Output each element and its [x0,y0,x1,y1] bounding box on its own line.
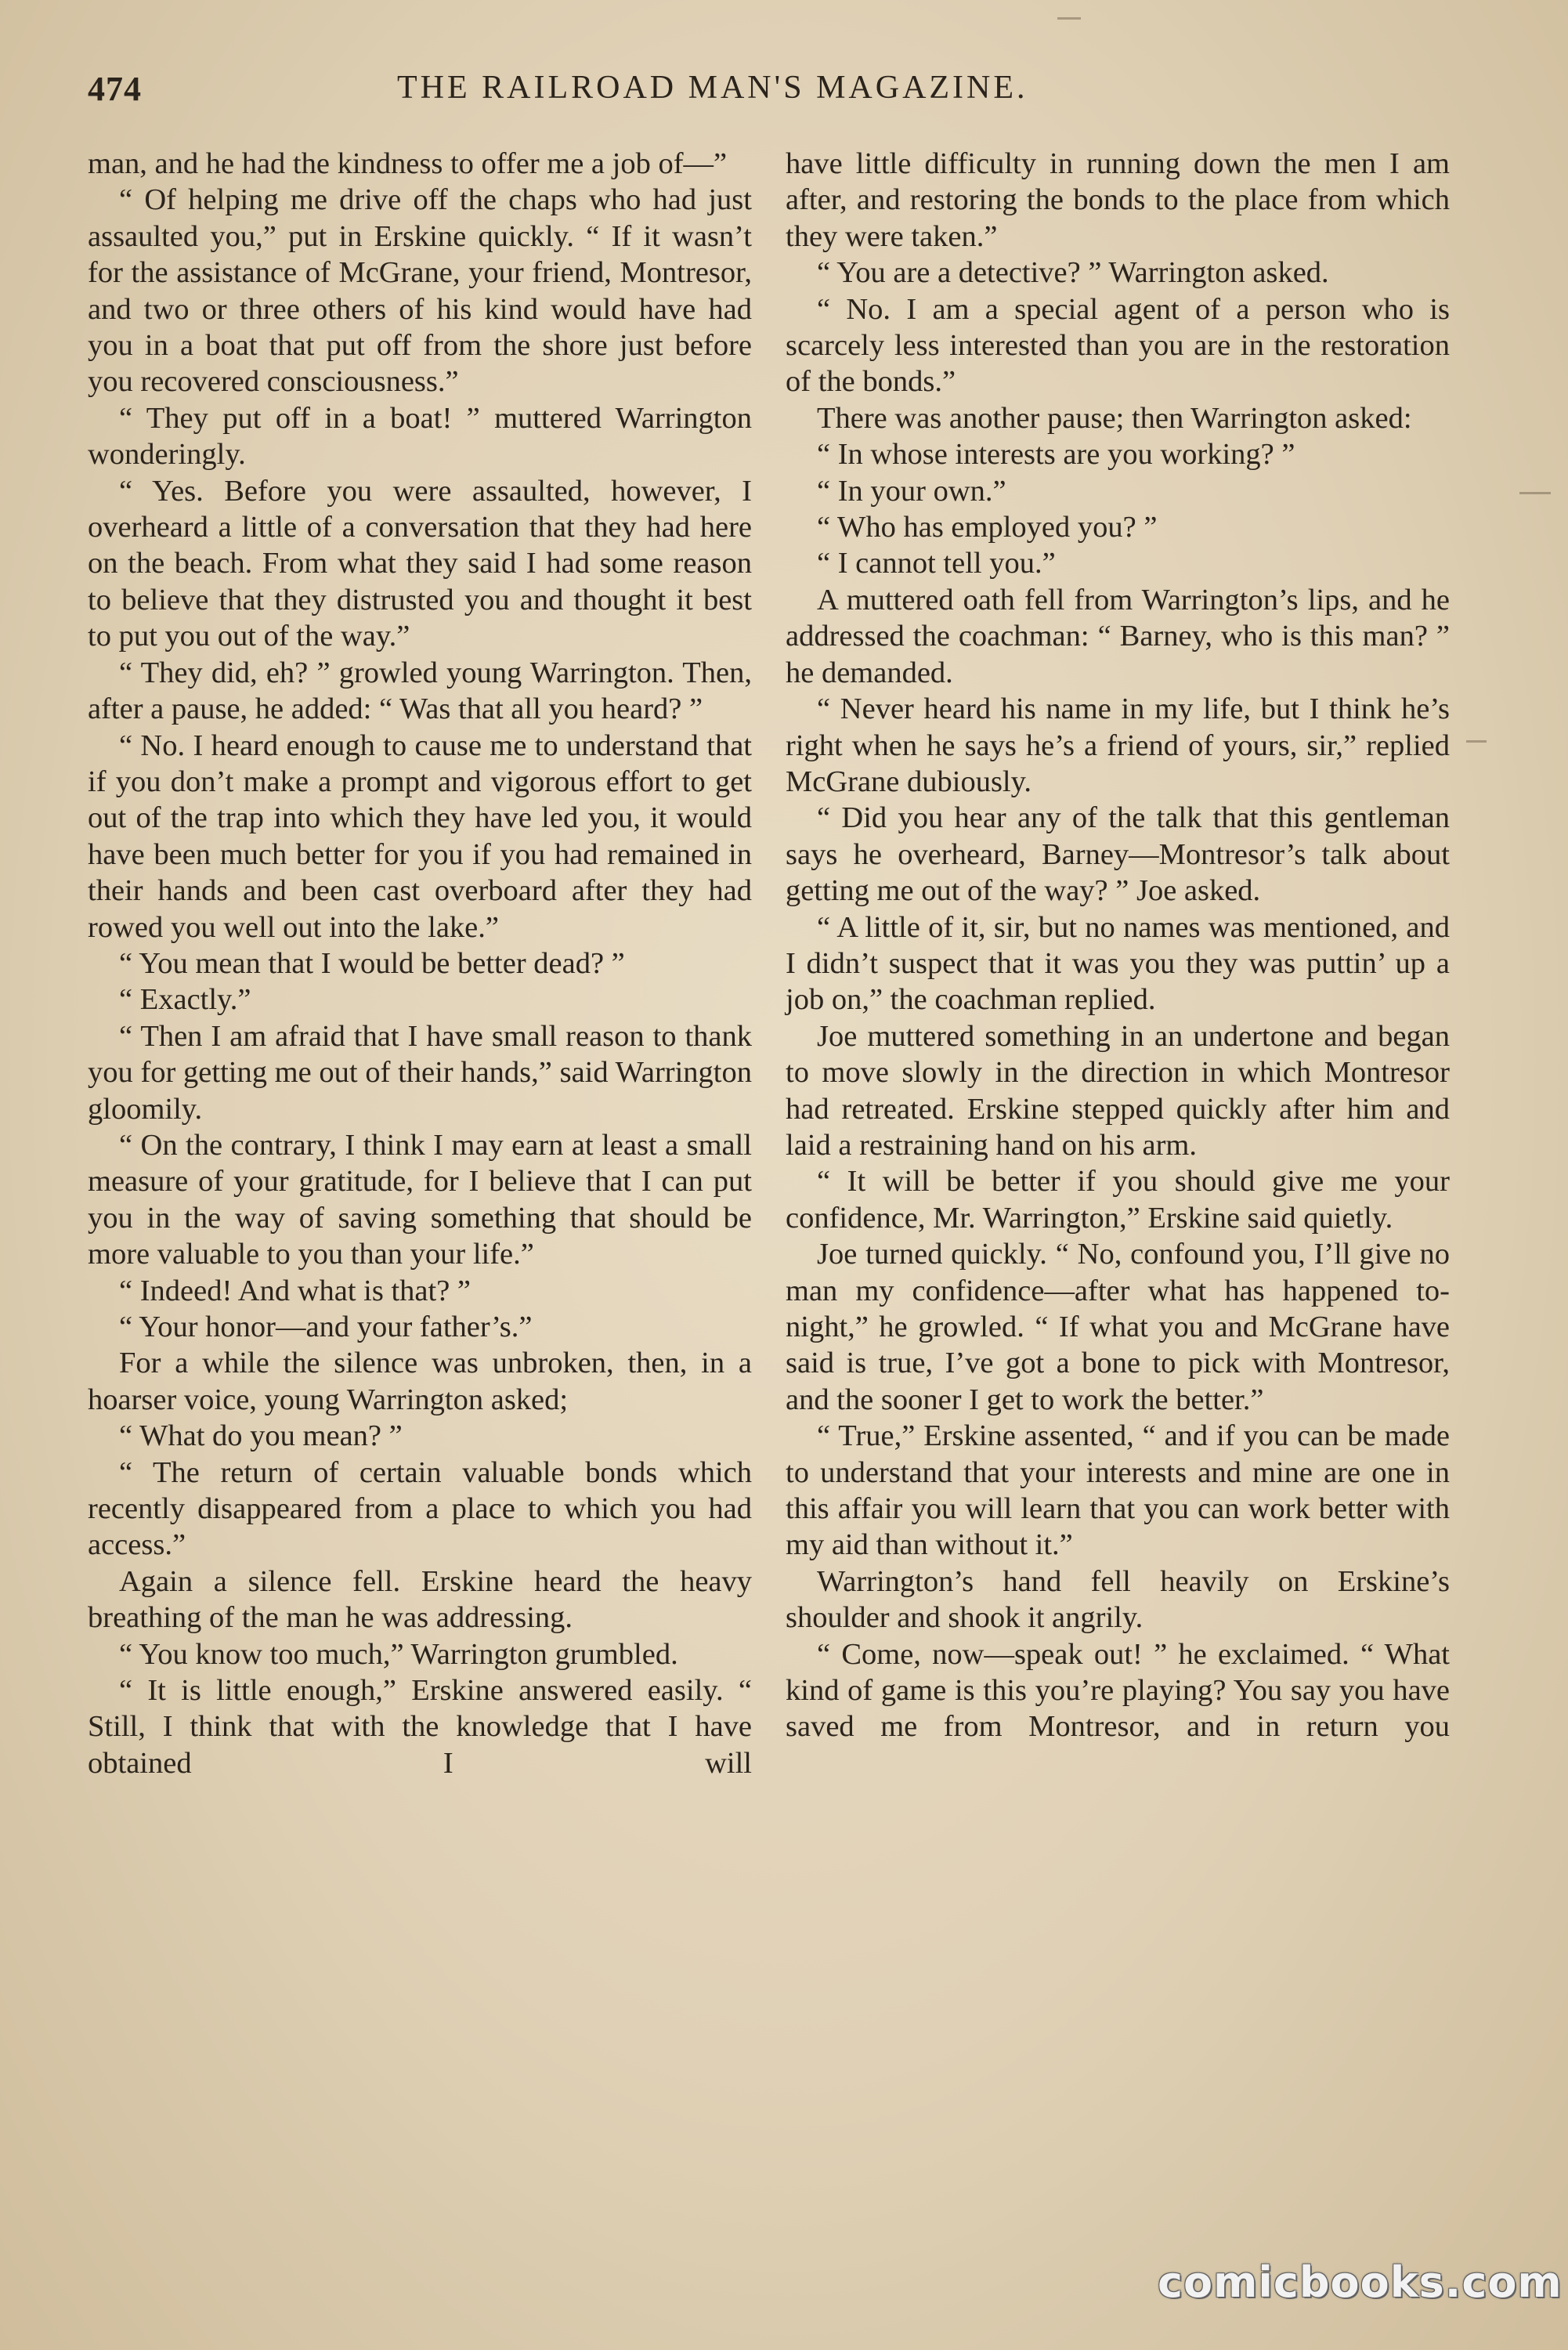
paragraph: “ Did you hear any of the talk that this gentleman says he overheard, Barney—Montresor’s talk about getting me out of the way? ” Joe asked. [786,801,1450,908]
watermark-logo: comicbooks.com [1158,2258,1563,2307]
paragraph: “ True,” Erskine assented, “ and if you can be made to understand that your interests and mine are one in this affair you will learn that you can work better with my aid than without it.” [786,1419,1450,1562]
paragraph: “ Yes. Before you were assaulted, however, I overheard a little of a conversation that they had here on the beach. From what they said I had some reason to believe that they distrusted you and thought it best to put you out of the way.” [88,474,752,653]
paragraph: “ Then I am afraid that I have small reason to thank you for getting me out of their hands,” said Warrington gloomily. [88,1019,752,1126]
top-ink-mark [1057,17,1081,20]
paragraph: “ They did, eh? ” growled young Warrington. Then, after a pause, he added: “ Was that all you heard? ” [88,656,752,726]
paragraph: have little difficulty in running down the men I am after, and restoring the bonds to the place from which they were taken.” [786,147,1450,253]
paragraph: “ What do you mean? ” [119,1419,403,1453]
running-title: THE RAILROAD MAN'S MAGAZINE. [397,70,1028,106]
paragraph: “ No. I am a special agent of a person who is scarcely less interested than you are in the restoration of the bonds.” [786,292,1450,399]
paragraph: “ In your own.” [817,474,1006,508]
paragraph: There was another pause; then Warrington asked: [817,401,1412,435]
left-column [88,146,752,1781]
paragraph: “ They put off in a boat! ” muttered Warrington wonderingly. [88,401,752,472]
paragraph: Joe turned quickly. “ No, confound you, I’ll give no man my confidence—after what has happened to-night,” he growled. “ If what you and McGrane have said is true, I’ve got a bone to pick with Montresor, and the sooner I get to work the better.” [786,1238,1450,1416]
paragraph: “ It is little enough,” Erskine answered easily. “ Still, I think that with the knowledge that I have obtained I will [88,1674,752,1780]
paragraph: “ Come, now—speak out! ” he exclaimed. “ What kind of game is this you’re playing? You say you have saved me from Montresor, and in return you [786,1637,1450,1744]
paragraph: “ You mean that I would be better dead? ” [119,946,625,980]
paragraph: “ I cannot tell you.” [817,547,1056,580]
paragraph: “ You are a detective? ” Warrington asked. [817,256,1329,290]
paragraph: “ It will be better if you should give me your confidence, Mr. Warrington,” Erskine said quietly. [786,1165,1450,1235]
paragraph: man, and he had the kindness to offer me a job of—” [88,147,728,180]
paragraph: Warrington’s hand fell heavily on Erskine’s shoulder and shook it angrily. [786,1564,1450,1635]
paragraph: “ You know too much,” Warrington grumbled. [119,1637,678,1671]
right-column [786,146,1450,1745]
paragraph: Again a silence fell. Erskine heard the heavy breathing of the man he was addressing. [88,1564,752,1635]
paragraph: “ No. I heard enough to cause me to understand that if you don’t make a prompt and vigorous effort to get out of the trap into which they have led you, it would have been much better for you if you had remained in their hands and been cast overboard after they had rowed you well out into the lake.” [88,728,752,944]
page-number: 474 [88,70,142,108]
paragraph: “ In whose interests are you working? ” [817,438,1295,472]
paragraph: “ Never heard his name in my life, but I think he’s right when he says he’s a friend of yours, sir,” replied McGrane dubiously. [786,692,1450,798]
paragraph: “ On the contrary, I think I may earn at least a small measure of your gratitude, for I believe that I can put you in the way of saving something that should be more valuable to you than your life.” [88,1128,752,1271]
paragraph: “ A little of it, sir, but no names was mentioned, and I didn’t suspect that it was you they was puttin’ up a job on,” the coachman replied. [786,910,1450,1017]
paragraph: “ Indeed! And what is that? ” [119,1274,471,1307]
paragraph: “ Exactly.” [119,983,251,1017]
page-header [88,69,1490,116]
paragraph: “ The return of certain valuable bonds which recently disappeared from a place to which you had access.” [88,1455,752,1562]
paragraph: “ Who has employed you? ” [817,511,1158,544]
right-margin-mark-2 [1466,740,1487,743]
paragraph: Joe muttered something in an undertone and began to move slowly in the direction in which Montresor had retreated. Erskine stepped quickly after him and laid a restraining hand on his arm. [786,1019,1450,1162]
paragraph: “ Of helping me drive off the chaps who had just assaulted you,” put in Erskine quickly. “ If it wasn’t for the assistance of McGrane, your friend, Montresor, and two or three others of his kind would have had you in a boat that put off from the shore just before you recovered consciousness.” [88,183,752,399]
paragraph: For a while the silence was unbroken, then, in a hoarser voice, young Warrington asked; [88,1347,752,1416]
paragraph: A muttered oath fell from Warrington’s lips, and he addressed the coachman: “ Barney, who is this man? ” he demanded. [786,583,1450,689]
right-margin-mark [1519,492,1551,494]
paragraph: “ Your honor—and your father’s.” [119,1311,533,1343]
